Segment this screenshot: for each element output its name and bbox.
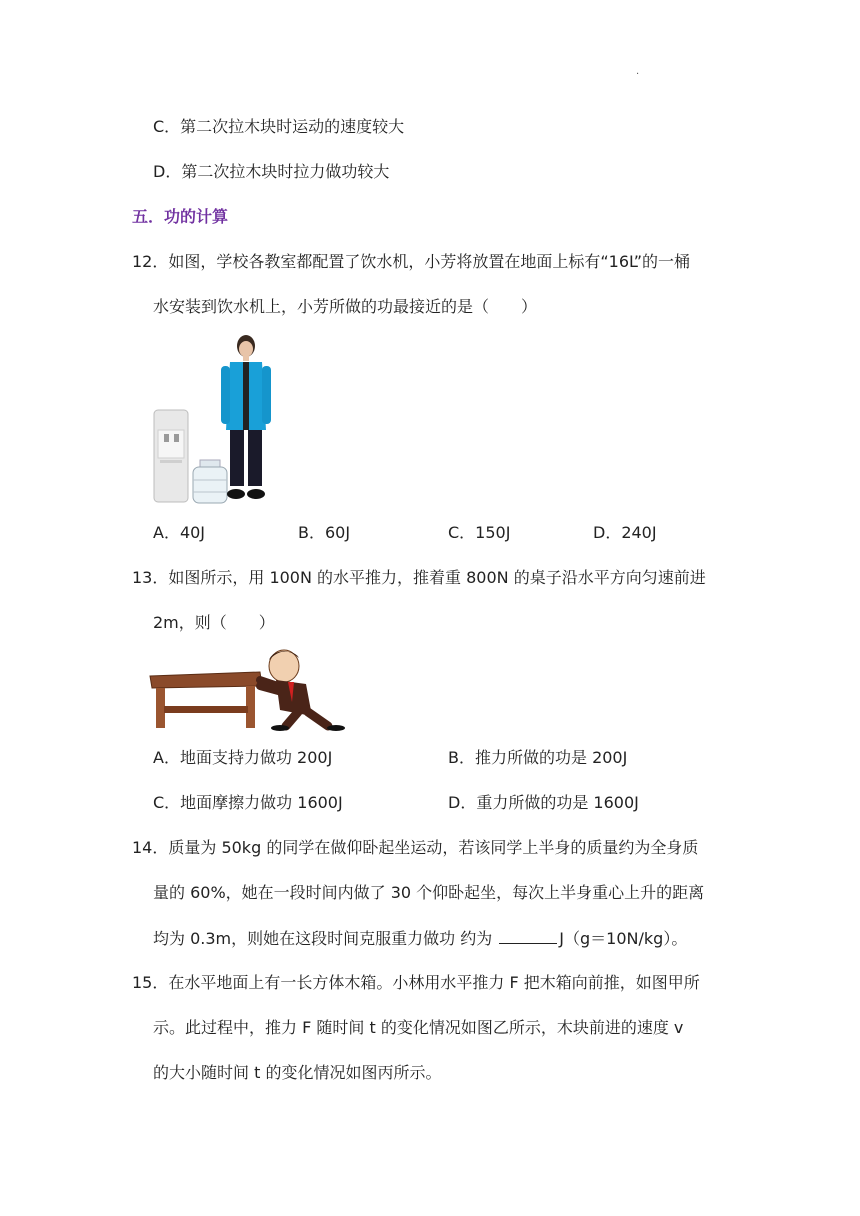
section-title: 五．功的计算 — [132, 207, 229, 226]
q12-option-d: D．240J — [593, 523, 657, 542]
q14-line3-before: 均为 0.3m，则她在这段时间克服重力做功 约为 — [153, 929, 498, 948]
q12-option-c: C．150J — [448, 523, 511, 542]
q12-option-b: B．60J — [298, 523, 351, 542]
q14-line1: 14．质量为 50kg 的同学在做仰卧起坐运动，若该同学上半身的质量约为全身质 — [132, 838, 699, 857]
q14-line3 — [153, 927, 687, 950]
q13-option-d: D．重力所做的功是 1600J — [448, 793, 639, 812]
answer-blank[interactable] — [499, 927, 557, 944]
girl-figure-image — [221, 335, 271, 499]
q15-line1: 15．在水平地面上有一长方体木箱。小林用水平推力 F 把木箱向前推，如图甲所 — [132, 973, 700, 992]
q13-option-b: B．推力所做的功是 200J — [448, 748, 628, 767]
q13-option-c: C．地面摩擦力做功 1600J — [153, 793, 343, 812]
q13-line2: 2m，则（ ） — [153, 613, 275, 632]
q14-line3-after: J（g＝10N/kg）。 — [559, 929, 688, 948]
option-d-prev: D．第二次拉木块时拉力做功较大 — [153, 162, 390, 181]
header-mark: . — [636, 66, 640, 77]
q12-figure — [150, 332, 282, 508]
q12-line1: 12．如图，学校各教室都配置了饮水机，小芳将放置在地面上标有“16L”的一桶 — [132, 252, 691, 271]
q15-line2: 示。此过程中，推力 F 随时间 t 的变化情况如图乙所示，木块前进的速度 v — [153, 1018, 684, 1037]
water-dispenser-image — [154, 410, 188, 502]
q13-line1: 13．如图所示，用 100N 的水平推力，推着重 800N 的桌子沿水平方向匀速前进 — [132, 568, 706, 587]
q12-line2: 水安装到饮水机上，小芳所做的功最接近的是（ ） — [153, 297, 538, 316]
q13-figure — [148, 646, 350, 732]
q13-option-a: A．地面支持力做功 200J — [153, 748, 333, 767]
option-c-prev: C．第二次拉木块时运动的速度较大 — [153, 117, 405, 136]
water-bottle-image — [193, 460, 227, 503]
q15-line3: 的大小随时间 t 的变化情况如图丙所示。 — [153, 1063, 442, 1082]
pushing-man-image — [260, 650, 345, 731]
table-image — [150, 672, 262, 728]
q12-option-a: A．40J — [153, 523, 206, 542]
q14-line2: 量的 60%，她在一段时间内做了 30 个仰卧起坐，每次上半身重心上升的距离 — [153, 883, 705, 902]
